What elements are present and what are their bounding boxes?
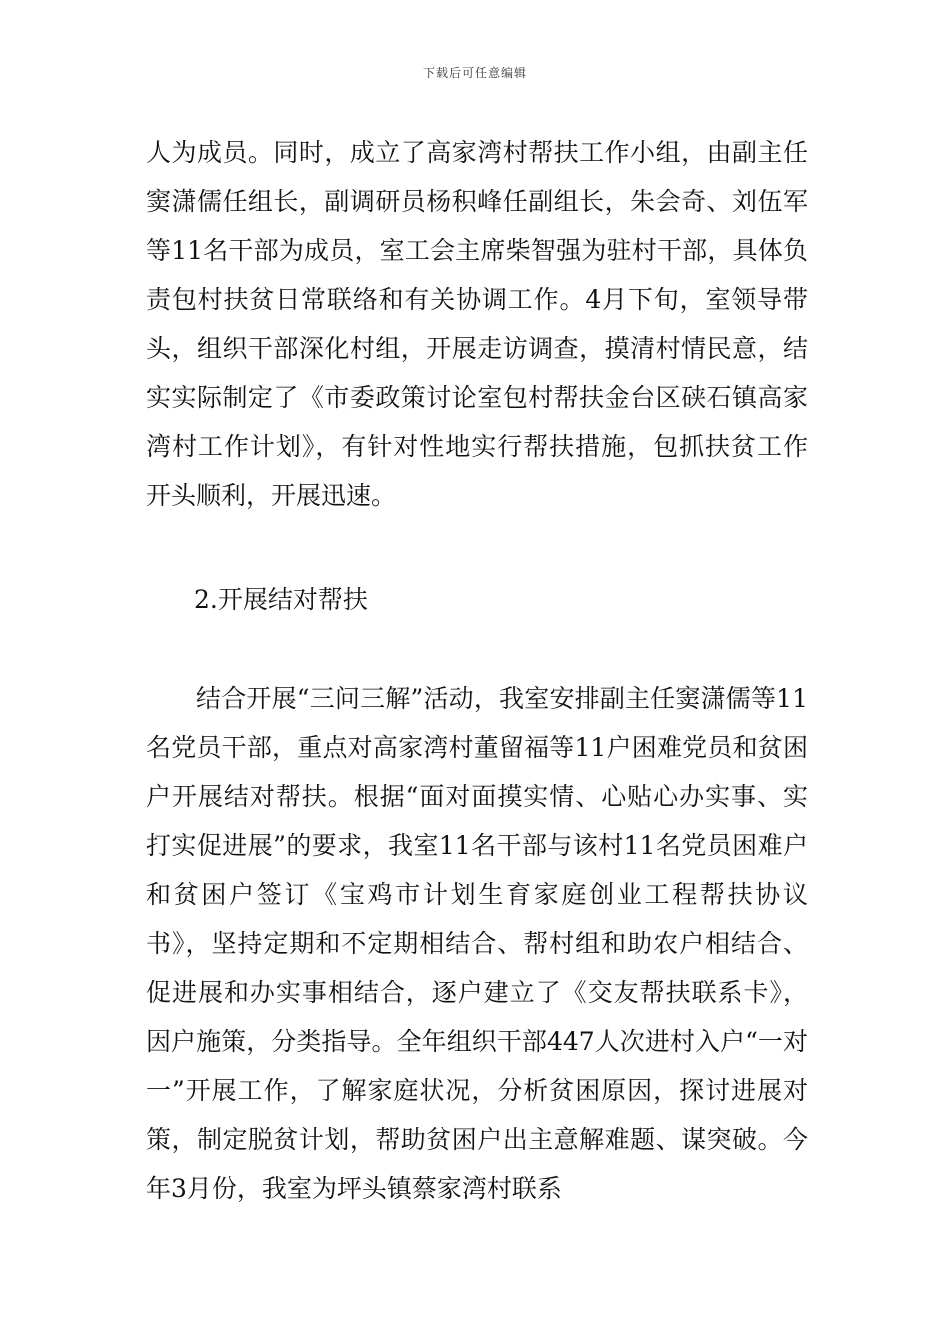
body-paragraph-2: 结合开展“三问三解”活动，我室安排副主任窦潇儒等11名党员干部，重点对高家湾村董留福等11户困难党员和贫困户开展结对帮扶。根据“面对面摸实情、心贴心办实事、实打实促进展”的要求，我室11名干部与该村11名党员困难户和贫困户签订《宝鸡市计划生育家庭创业工程帮扶协议书》，坚持定期和不定期相结合、帮村组和助农户相结合、促进展和办实事相结合，逐户建立了《交友帮扶联系卡》，因户施策，分类指导。全年组织干部447人次进村入户“一对一”开展工作，了解家庭状况，分析贫困原因，探讨进展对策，制定脱贫计划，帮助贫困户出主意解难题、谋突破。今年3月份，我室为坪头镇蔡家湾村联系 xyxy=(146,684,808,1203)
section-heading: 2.开展结对帮扶 xyxy=(194,585,368,614)
body-paragraph-1: 人为成员。同时，成立了高家湾村帮扶工作小组，由副主任窦潇儒任组长，副调研员杨积峰任副组长，朱会奇、刘伍军等11名干部为成员，室工会主席柴智强为驻村干部，具体负责包村扶贫日常联络和有关协调工作。4月下旬，室领导带头，组织干部深化村组，开展走访调查，摸清村情民意，结实实际制定了《市委政策讨论室包村帮扶金台区硖石镇高家湾村工作计划》，有针对性地实行帮扶措施，包抓扶贫工作开头顺利，开展迅速。 xyxy=(146,138,808,510)
page-header-note: 下载后可任意编辑 xyxy=(422,66,527,80)
